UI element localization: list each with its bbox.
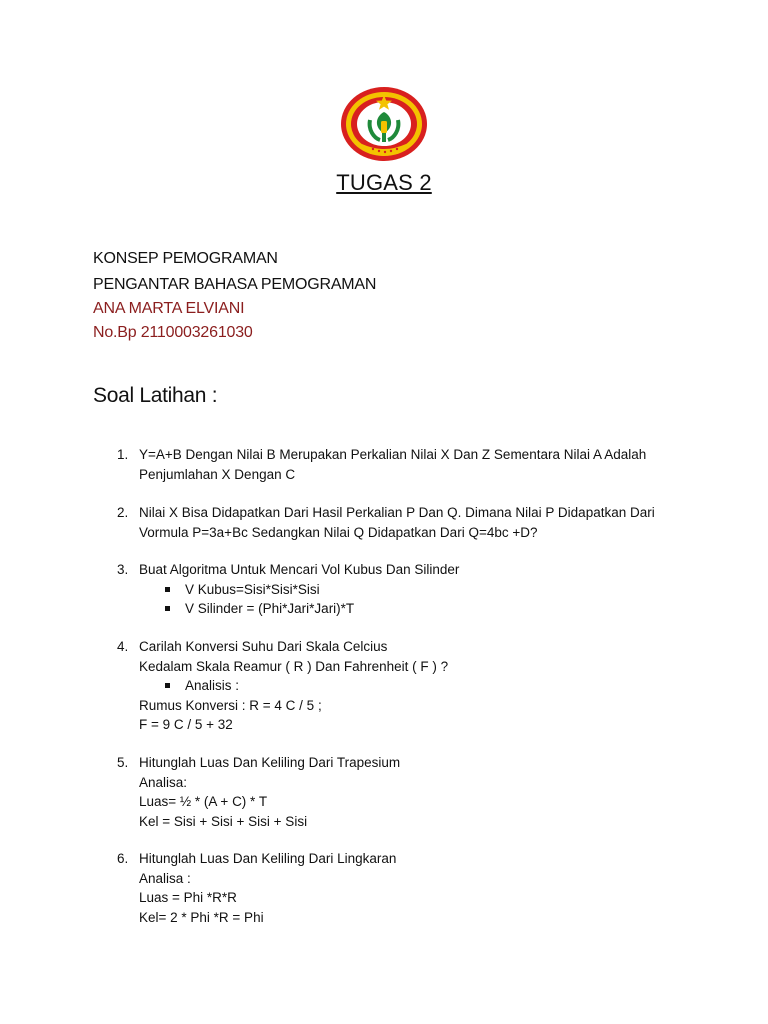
question-text <box>139 503 655 542</box>
question-line: Luas = Phi *R*R <box>139 890 237 905</box>
question-line: Carilah Konversi Suhu Dari Skala Celcius <box>139 639 388 654</box>
section-heading: Soal Latihan : <box>93 384 218 407</box>
question-number: 6. <box>117 851 129 866</box>
question-line: Y=A+B Dengan Nilai B Merupakan Perkalian Nilai X Dan Z Sementara Nilai A Adalah <box>139 447 647 462</box>
course-name: KONSEP PEMOGRAMAN <box>93 250 278 267</box>
question-line: Rumus Konversi : R = 4 C / 5 ; <box>139 697 322 713</box>
subject-name: PENGANTAR BAHASA PEMOGRAMAN <box>93 276 377 293</box>
question-line: Buat Algoritma Untuk Mencari Vol Kubus Dan Silinder <box>139 562 460 577</box>
question-line: F = 9 C / 5 + 32 <box>139 717 233 732</box>
question-text <box>139 637 448 735</box>
question-line: Analisa : <box>139 870 191 886</box>
question-line: Kel= 2 * Phi *R = Phi <box>139 909 264 925</box>
question-line: Hitunglah Luas Dan Keliling Dari Trapesium <box>139 755 401 770</box>
question-text <box>139 560 459 619</box>
question-line: Hitunglah Luas Dan Keliling Dari Lingkaran <box>139 851 397 866</box>
student-id: No.Bp 2110003261030 <box>93 324 253 341</box>
question-line: Penjumlahan X Dengan C <box>139 466 296 482</box>
bullet-item: V Silinder = (Phi*Jari*Jari)*T <box>139 599 459 619</box>
question-text <box>139 445 646 484</box>
question-number: 4. <box>117 639 129 654</box>
question-line: Analisa: <box>139 774 188 790</box>
bullet-item: V Kubus=Sisi*Sisi*Sisi <box>139 580 459 600</box>
bullet-item: Analisis : <box>139 676 448 696</box>
question-line: Nilai X Bisa Didapatkan Dari Hasil Perkalian P Dan Q. Dimana Nilai P Didapatkan Dari <box>139 505 655 520</box>
document-title: TUGAS 2 <box>336 170 432 195</box>
question-line: Vormula P=3a+Bc Sedangkan Nilai Q Didapatkan Dari Q=4bc +D? <box>139 524 538 540</box>
question-number: 1. <box>117 447 129 462</box>
question-number: 5. <box>117 755 129 770</box>
question-number: 3. <box>117 562 129 577</box>
question-line: Kedalam Skala Reamur ( R ) Dan Fahrenheit ( F ) ? <box>139 658 449 674</box>
student-name: ANA MARTA ELVIANI <box>93 300 245 317</box>
question-text <box>139 849 396 927</box>
question-line: Kel = Sisi + Sisi + Sisi + Sisi <box>139 813 308 829</box>
question-text <box>139 753 400 831</box>
question-number: 2. <box>117 505 129 520</box>
institution-logo-icon <box>340 86 428 162</box>
question-line: Luas= ½ * (A + C) * T <box>139 794 268 809</box>
